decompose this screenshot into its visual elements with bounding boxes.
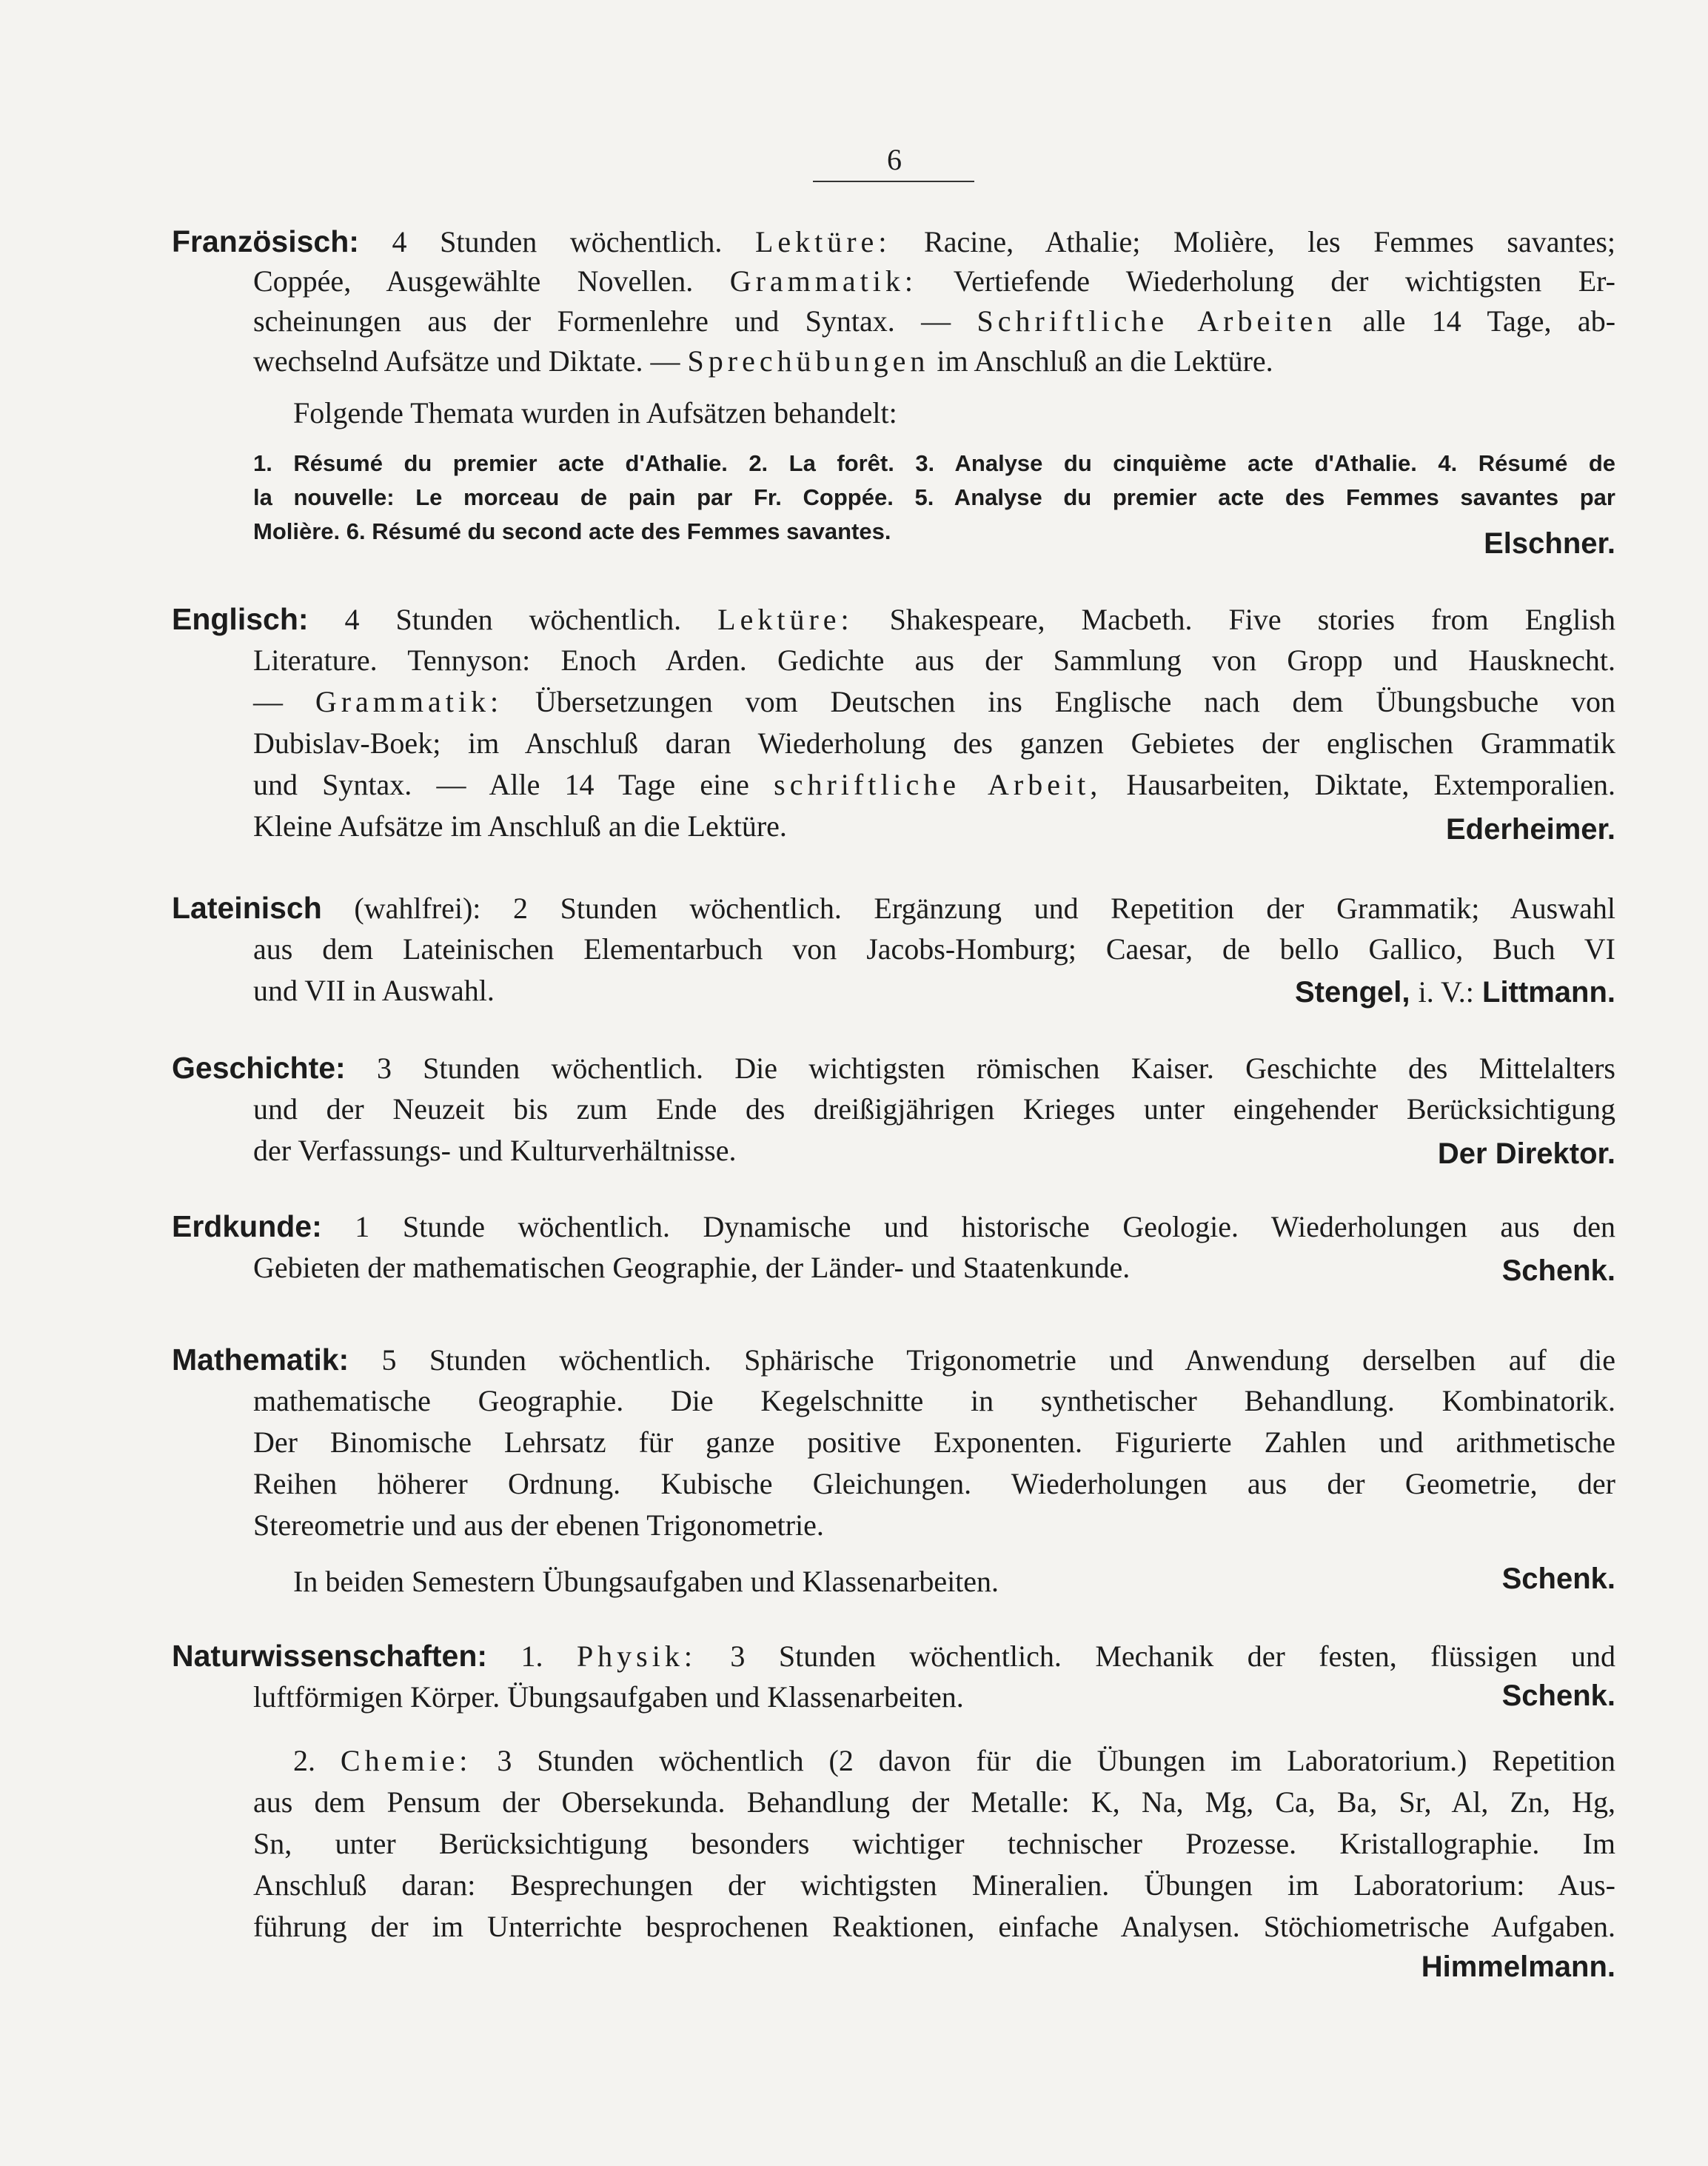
text-line: Französisch: 4 Stunden wöchentlich. Lektüre: Racine, Athalie; Molière, les Femmes savantes; bbox=[172, 224, 1616, 258]
text-line: aus dem Lateinischen Elementarbuch von Jacobs-Homburg; Caesar, de bello Gallico, Buch VI bbox=[253, 932, 1615, 966]
text-line: Gebieten der mathematischen Geographie, der Länder- und Staatenkunde. bbox=[253, 1251, 1131, 1284]
text-line: Erdkunde: 1 Stunde wöchentlich. Dynamische und historische Geologie. Wiederholungen aus den bbox=[172, 1209, 1615, 1243]
themata-line: 1. Résumé du premier acte d'Athalie. 2. La forêt. 3. Analyse du cinquième acte d'Athalie. 4. Résumé de bbox=[253, 450, 1615, 476]
text-line: Sn, unter Berücksichtigung besonders wichtiger technischer Prozesse. Kristallographie. Im bbox=[253, 1827, 1615, 1860]
text-line: Der Binomische Lehrsatz für ganze positive Exponenten. Figurierte Zahlen und arithmetische bbox=[253, 1425, 1615, 1459]
section-heading: Naturwissenschaften: bbox=[172, 1639, 488, 1673]
section-heading: Erdkunde: bbox=[172, 1209, 322, 1243]
text-line: und Syntax. — Alle 14 Tage eine schriftliche Arbeit, Hausarbeiten, Diktate, Extemporalien. bbox=[253, 768, 1615, 801]
text-line: Stereometrie und aus der ebenen Trigonometrie. bbox=[253, 1508, 824, 1542]
text-line: Mathematik: 5 Stunden wöchentlich. Sphärische Trigonometrie und Anwendung derselben auf die bbox=[172, 1343, 1615, 1377]
teacher-name: Stengel, i. V.: Littmann. bbox=[1294, 975, 1615, 1009]
text-line: aus dem Pensum der Obersekunda. Behandlung der Metalle: K, Na, Mg, Ca, Ba, Sr, Al, Zn, Hg, bbox=[253, 1785, 1615, 1819]
text-line: Reihen höherer Ordnung. Kubische Gleichungen. Wiederholungen aus der Geometrie, der bbox=[253, 1467, 1615, 1500]
teacher-name: Elschner. bbox=[1484, 527, 1615, 560]
text-line: Anschluß daran: Besprechungen der wichtigsten Mineralien. Übungen im Laboratorium: Aus- bbox=[253, 1868, 1615, 1902]
text-line: Dubislav-Boek; im Anschluß daran Wiederholung des ganzen Gebietes der englischen Grammatik bbox=[253, 726, 1615, 760]
text-line: wechselnd Aufsätze und Diktate. — Sprechübungen im Anschluß an die Lektüre. bbox=[253, 344, 1273, 378]
text-line: — Grammatik: Übersetzungen vom Deutschen ins Englische nach dem Übungsbuche von bbox=[253, 685, 1615, 718]
text-line: Coppée, Ausgewählte Novellen. Grammatik: Vertiefende Wiederholung der wichtigsten Er- bbox=[253, 264, 1615, 298]
section-heading: Französisch: bbox=[172, 224, 359, 258]
text-line: Lateinisch (wahlfrei): 2 Stunden wöchentlich. Ergänzung und Repetition der Grammatik; Auswahl bbox=[172, 891, 1615, 925]
section-heading: Lateinisch bbox=[172, 891, 322, 925]
text-line: luftförmigen Körper. Übungsaufgaben und Klassenarbeiten. bbox=[253, 1680, 964, 1714]
teacher-name: Der Direktor. bbox=[1437, 1137, 1615, 1170]
text-line: Kleine Aufsätze im Anschluß an die Lektüre. bbox=[253, 809, 787, 843]
section-heading: Mathematik: bbox=[172, 1343, 349, 1377]
text-line: mathematische Geographie. Die Kegelschnitte in synthetischer Behandlung. Kombinatorik. bbox=[253, 1384, 1615, 1417]
text-line: Naturwissenschaften: 1. Physik: 3 Stunden wöchentlich. Mechanik der festen, flüssigen und bbox=[172, 1639, 1616, 1673]
teacher-name: Schenk. bbox=[1501, 1562, 1615, 1595]
text-line: 2. Chemie: 3 Stunden wöchentlich (2 davon für die Übungen im Laboratorium.) Repetition bbox=[293, 1744, 1616, 1777]
teacher-name: Schenk. bbox=[1501, 1254, 1615, 1287]
section-heading: Englisch: bbox=[172, 602, 309, 636]
page-number-rule bbox=[813, 181, 974, 182]
text-line: Geschichte: 3 Stunden wöchentlich. Die wichtigsten römischen Kaiser. Geschichte des Mittelalters bbox=[172, 1051, 1615, 1085]
themata-intro: Folgende Themata wurden in Aufsätzen behandelt: bbox=[293, 396, 897, 429]
page-number: 6 bbox=[887, 143, 902, 176]
text-line: scheinungen aus der Formenlehre und Syntax. — Schriftliche Arbeiten alle 14 Tage, ab- bbox=[253, 304, 1616, 338]
section-heading: Geschichte: bbox=[172, 1051, 346, 1085]
themata-line: la nouvelle: Le morceau de pain par Fr. Coppée. 5. Analyse du premier acte des Femmes savantes par bbox=[253, 484, 1615, 510]
themata-line: Molière. 6. Résumé du second acte des Femmes savantes. bbox=[253, 518, 891, 544]
teacher-name: Himmelmann. bbox=[1421, 1951, 1615, 1983]
text-line: Literature. Tennyson: Enoch Arden. Gedichte aus der Sammlung von Gropp und Hausknecht. bbox=[253, 644, 1615, 677]
text-line: führung der im Unterrichte besprochenen Reaktionen, einfache Analysen. Stöchiometrische Aufgaben. bbox=[253, 1910, 1615, 1943]
teacher-name: Ederheimer. bbox=[1445, 813, 1615, 846]
teacher-name: Schenk. bbox=[1501, 1679, 1615, 1712]
text-line: Englisch: 4 Stunden wöchentlich. Lektüre: Shakespeare, Macbeth. Five stories from English bbox=[172, 602, 1616, 636]
text-line: und der Neuzeit bis zum Ende des dreißigjährigen Krieges unter eingehender Berücksichtigung bbox=[253, 1092, 1615, 1126]
text-line: der Verfassungs- und Kulturverhältnisse. bbox=[253, 1134, 737, 1167]
text-line: In beiden Semestern Übungsaufgaben und Klassenarbeiten. bbox=[293, 1565, 999, 1598]
text-line: und VII in Auswahl. bbox=[253, 974, 495, 1007]
